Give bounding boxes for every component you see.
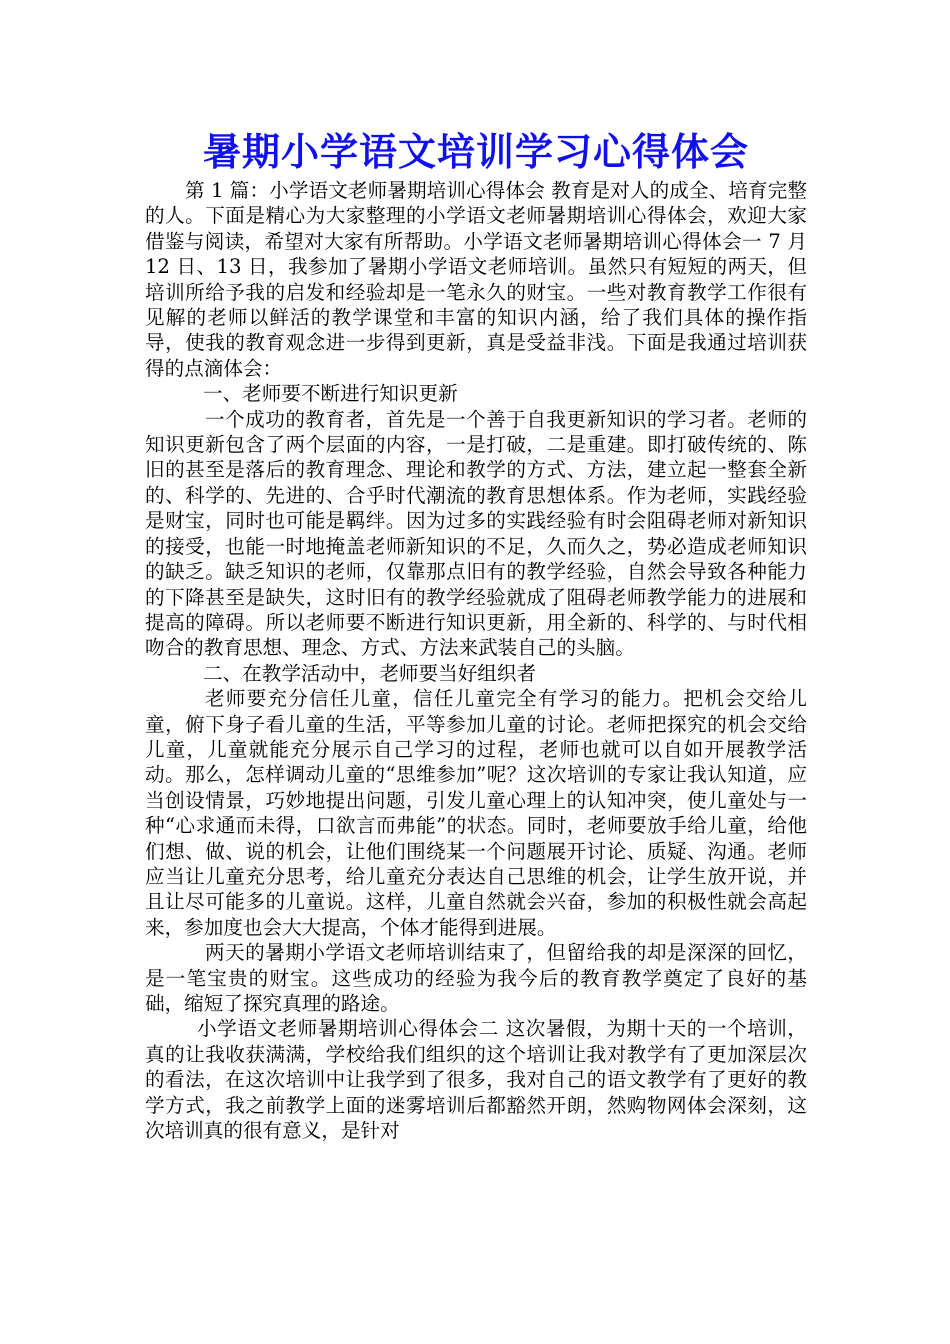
document-title: 暑期小学语文培训学习心得体会 [202,129,749,174]
intro-paragraph: 第 1 篇：小学语文老师暑期培训心得体会 教育是对人的成全、培育完整的人。下面是精心为大家整理的小学语文老师暑期培训心得体会，欢迎大家借鉴与阅读，希望对大家有所帮助。小学语文老师暑期培训心得体会一 7 月 12 日、13 日，我参加了暑期小学语文老师培训。虽然只有短短的两天，但培训所给予我的启发和经验却是一笔永久的财宝。一些对教育教学工作很有见解的老师以鲜活的教学课堂和丰富的知识内涵，给了我们具体的操作指导，使我的教育观念进一步得到更新，真是受益非浅。下面是我通过培训获得的点滴体会： [145,179,807,380]
body-paragraph: 一个成功的教育者，首先是一个善于自我更新知识的学习者。老师的知识更新包含了两个层面的内容，一是打破，二是重建。即打破传统的、陈旧的甚至是落后的教育理念、理论和教学的方式、方法，建立起一整套全新的、科学的、先进的、合乎时代潮流的教育思想体系。作为老师，实践经验是财宝，同时也可能是羁绊。因为过多的实践经验有时会阻碍老师对新知识的接受，也能一时地掩盖老师新知识的不足，久而久之，势必造成老师知识的缺乏。缺乏知识的老师，仅靠那点旧有的教学经验，自然会导致各种能力的下降甚至是缺失，这时旧有的教学经验就成了阻碍老师教学能力的进展和提高的障碍。所以老师要不断进行知识更新，用全新的、科学的、与时代相吻合的教育思想、理念、方式、方法来武装自己的头脑。 [145,407,807,660]
section-heading-1: 一、老师要不断进行知识更新 [203,382,458,406]
conclusion-paragraph: 两天的暑期小学语文老师培训结束了，但留给我的却是深深的回忆，是一笔宝贵的财宝。这些成功的经验为我今后的教育教学奠定了良好的基础，缩短了探究真理的路途。 [145,941,807,1015]
body-paragraph: 小学语文老师暑期培训心得体会二 这次暑假，为期十天的一个培训，真的让我收获满满，学校给我们组织的这个培训让我对教学有了更加深层次的看法，在这次培训中让我学到了很多，我对自己的语文教学有了更好的教学方式，我之前教学上面的迷雾培训后都豁然开朗，然购物网体会深刻，这次培训真的很有意义，是针对 [145,1017,807,1143]
document-page [145,126,807,1143]
body-paragraph: 老师要充分信任儿童，信任儿童完全有学习的能力。把机会交给儿童，俯下身子看儿童的生活，平等参加儿童的讨论。老师把探究的机会交给儿童，儿童就能充分展示自己学习的过程，老师也就可以自如开展教学活动。那么，怎样调动儿童的“思维参加”呢？这次培训的专家让我认知道，应当创设情景，巧妙地提出问题，引发儿童心理上的认知冲突，使儿童处与一种“心求通而未得，口欲言而弗能”的状态。同时，老师要放手给儿童，给他们想、做、说的机会，让他们围绕某一个问题展开讨论、质疑、沟通。老师应当让儿童充分思考，给儿童充分表达自己思维的机会，让学生放开说，并且让尽可能多的儿童说。这样，儿童自然就会兴奋，参加的积极性就会高起来，参加度也会大大提高，个体才能得到进展。 [145,687,807,939]
section-heading-2: 二、在教学活动中，老师要当好组织者 [203,661,537,685]
